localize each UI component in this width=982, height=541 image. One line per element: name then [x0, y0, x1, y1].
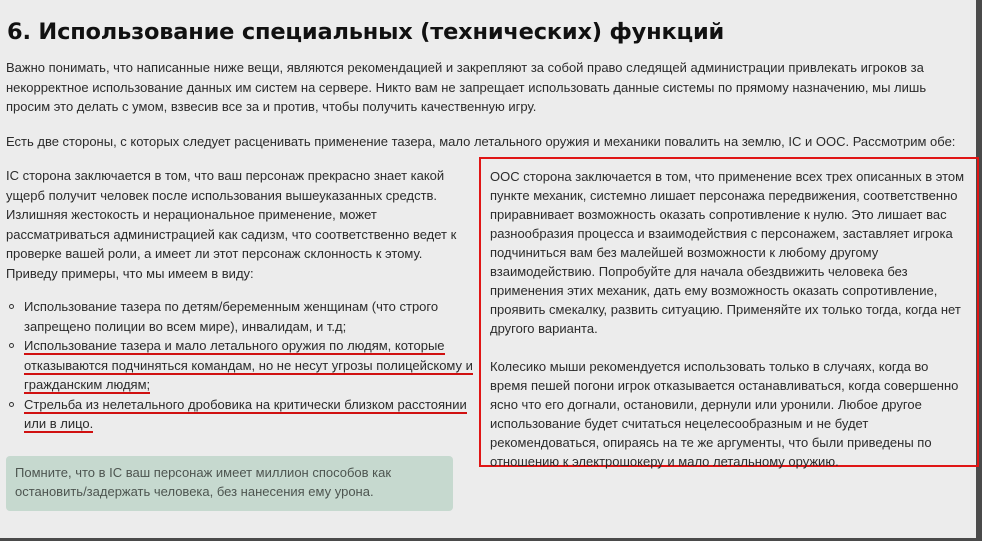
highlighted-list-item-text: Стрельба из нелетального дробовика на критически близком расстоянии или в лицо.: [24, 396, 467, 431]
reminder-note: Помните, что в IC ваш персонаж имеет миллион способов как остановить/задержать человека, без нанесения ему урона.: [6, 456, 453, 511]
sides-paragraph: Есть две стороны, с которых следует расценивать применение тазера, мало летального оружия и механики повалить на землю, IC и OOC. Рассмотрим обе:: [6, 133, 956, 149]
section-heading: 6. Использование специальных (технических) функций: [7, 19, 725, 45]
list-item: [6, 336, 474, 395]
list-item: [6, 297, 474, 336]
mouse-wheel-paragraph: Колесико мыши рекомендуется использовать только в случаях, когда во время пешей погони игрок отказывается останавливаться, когда совершенно ясно что его догнали, остановили, дернули или уронили. Любое другое использование будет считаться нецелесообразным и не будет рекомендоваться, опираясь на те же аргументы, что были приведены по отношению к электрошокеру и мало летальному оружию.: [490, 359, 959, 469]
ic-paragraph: IC сторона заключается в том, что ваш персонаж прекрасно знает какой ущерб получит человек после использования вышеуказанных средств. Излишняя жестокость и нерациональное применение, может рассматриваться администрацией как садизм, что соответственно ведет к проверке вашей роли, а имеет ли этот персонаж склонность к этому. Приведу примеры, что мы имеем в виду:: [6, 168, 457, 281]
ic-examples-list: [6, 297, 474, 434]
list-item-text: Использование тазера по детям/беременным женщинам (что строго запрещено полиции во всем мире), инвалидам, и т.д;: [24, 299, 439, 334]
highlighted-list-item-text: Использование тазера и мало летального оружия по людям, которые отказываются подчиняться командам, но не несут угрозы полицейскому и гражданским людям;: [24, 338, 473, 392]
ooc-highlight-box: [479, 157, 979, 467]
two-column-section: [6, 166, 976, 506]
intro-paragraph: Важно понимать, что написанные ниже вещи, являются рекомендацией и закрепляют за собой право следящей администрации привлекать игроков за некорректное использование данных им систем на сервере. Никто вам не запрещает использовать данные системы по прямому назначению, мы лишь просим это делать с умом, взвесив все за и против, чтобы получить качественную игру.: [6, 60, 927, 114]
list-item: [6, 395, 474, 434]
ooc-paragraph: OOC сторона заключается в том, что применение всех трех описанных в этом пункте механик, системно лишает персонажа передвижения, соответственно приравнивает возможность оказать сопротивление к нулю. Это лишает вас разнообразия процесса и взаимодействия с персонажем, заставляет игрока подчиниться вам без малейшей возможности к любому другому взаимодействию. Попробуйте для начала обездвижить человека без применения этих механик, дать ему возможность оказать сопротивление, проявить смекалку, развить ситуацию. Применяйте их только тогда, когда нет другого варианта.: [490, 169, 965, 336]
ic-column: [6, 166, 474, 511]
